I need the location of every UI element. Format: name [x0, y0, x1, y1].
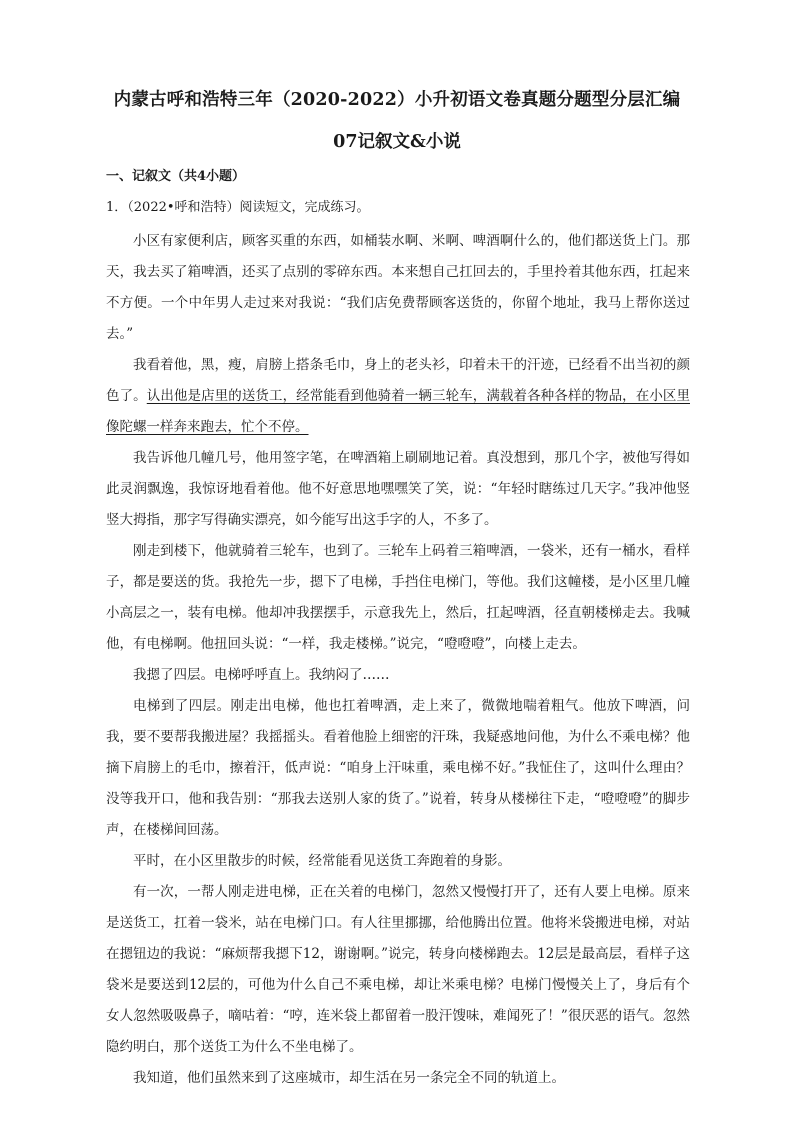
document-subtitle: 07记叙文&小说 — [333, 132, 461, 152]
question-line: 1．（2022•呼和浩特）阅读短文，完成练习。 — [106, 200, 370, 215]
section-heading: 一、记叙文（共4小题） — [106, 169, 246, 184]
paragraph: 小区有家便利店，顾客买重的东西，如桶装水啊、米啊、啤酒啊什么的，他们都送货上门。那天，我去买了箱啤酒，还买了点别的零碎东西。本来想自己扛回去的，手里拎着其他东西，扛起来不方便。一个中年男人走过来对我说：“我们店免费帮顾客送货的，你留个地址，我马上帮你送过去。” — [106, 233, 690, 342]
document-title: 内蒙古呼和浩特三年（2020-2022）小升初语文卷真题分题型分层汇编 — [113, 90, 681, 110]
paragraph-text: 我看着他，黑，瘦，肩膀上搭条毛巾，身上的老头衫，印着未干的汗迹，已经看不出当初的颜色了。 — [106, 357, 690, 404]
paragraph: 有一次，一帮人刚走进电梯，正在关着的电梯门，忽然又慢慢打开了，还有人要上电梯。原来是送货工，扛着一袋米，站在电梯门口。有人往里挪挪，给他腾出位置。他将米袋搬进电梯，对站在摁钮边的我说：“麻烦帮我摁下12，谢谢啊。”说完，转身向楼梯跑去。12层是最高层，看样子这袋米是要送到12层的，可他为什么自己不乘电梯，却让米乘电梯？电梯门慢慢关上了，身后有个女人忽然吸吸鼻子，嘀咕着：“哼，连米袋上都留着一股汗馊味，难闻死了！”很厌恶的语气。忽然隐约明白，那个送货工为什么不坐电梯了。 — [106, 884, 690, 1055]
passage — [106, 226, 690, 1094]
paragraph: 平时，在小区里散步的时候，经常能看见送货工奔跑着的身影。 — [133, 853, 511, 869]
paragraph: 电梯到了四层。刚走出电梯，他也扛着啤酒，走上来了，微微地喘着粗气。他放下啤酒，问我，要不要帮我搬进屋？我摇摇头。看着他脸上细密的汗珠，我疑惑地问他，为什么不乘电梯？他摘下肩膀上的毛巾，擦着汗，低声说：“咱身上汗味重，乘电梯不好。”我怔住了，这叫什么理由？没等我开口，他和我告别：“那我去送别人家的货了。”说着，转身从楼梯往下走，“噔噔噔”的脚步声，在楼梯间回荡。 — [106, 698, 690, 838]
paragraph: 我知道，他们虽然来到了这座城市，却生活在另一条完全不同的轨道上。 — [133, 1070, 565, 1086]
underlined-sentence: 认出他是店里的送货工，经常能看到他骑着一辆三轮车，满载着各种各样的物品，在小区里像陀螺一样奔来跑去，忙个不停。 — [106, 388, 690, 435]
paragraph: 我摁了四层。电梯呼呼直上。我纳闷了…… — [133, 667, 390, 683]
paragraph: 我告诉他几幢几号，他用签字笔，在啤酒箱上刷刷地记着。真没想到，那几个字，被他写得如此灵润飘逸，我惊讶地看着他。他不好意思地嘿嘿笑了笑，说：“年轻时瞎练过几天字。”我冲他竖竖大拇指，那字写得确实漂亮，如今能写出这手字的人，不多了。 — [106, 450, 690, 528]
paragraph — [106, 350, 690, 443]
paragraph: 刚走到楼下，他就骑着三轮车，也到了。三轮车上码着三箱啤酒，一袋米，还有一桶水，看样子，都是要送的货。我抢先一步，摁下了电梯，手挡住电梯门，等他。我们这幢楼，是小区里几幢小高层之一，装有电梯。他却冲我摆摆手，示意我先上，然后，扛起啤酒，径直朝楼梯走去。我喊他，有电梯啊。他扭回头说：“一样，我走楼梯。”说完，“噔噔噔”，向楼上走去。 — [106, 543, 690, 652]
